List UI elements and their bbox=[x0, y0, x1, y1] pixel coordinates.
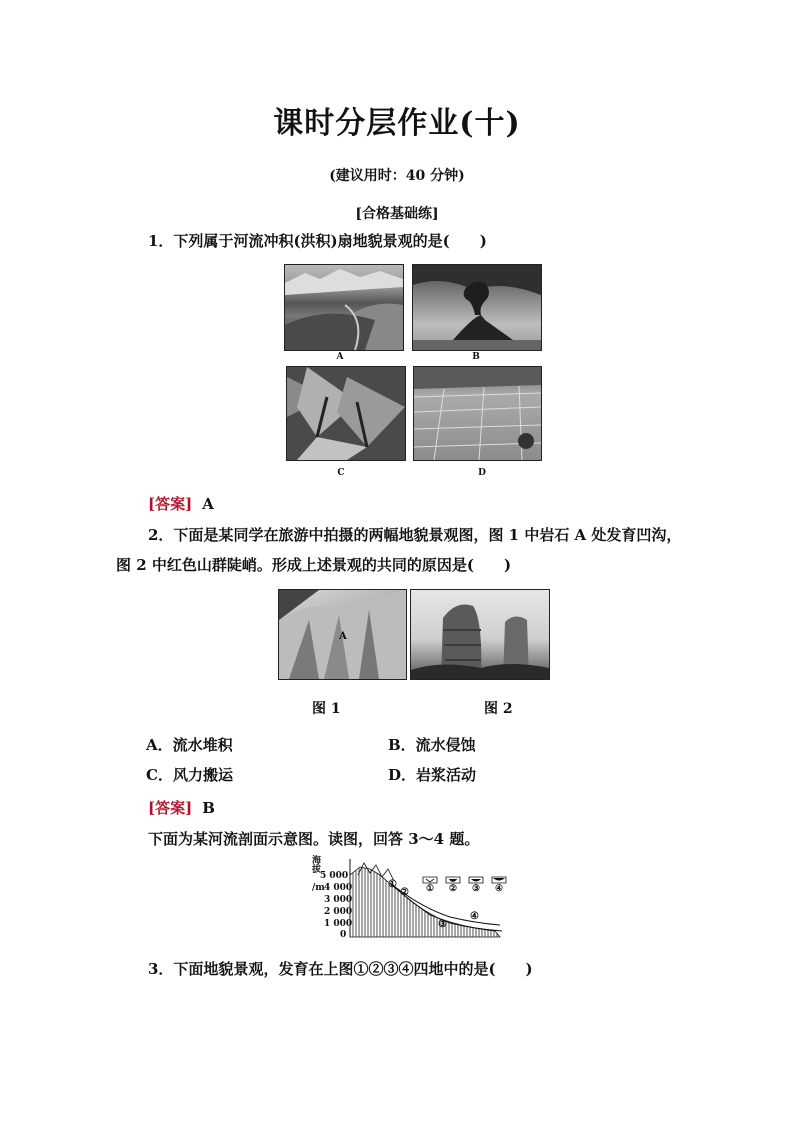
section-heading: [合格基础练] bbox=[355, 206, 439, 222]
answer-tag: [答案] bbox=[148, 799, 193, 817]
option-b: B．流水侵蚀 bbox=[388, 736, 476, 754]
photo-plain-fields bbox=[413, 366, 542, 461]
figure-2-caption: 图 2 bbox=[484, 701, 513, 717]
photo-alluvial-fan bbox=[284, 264, 404, 351]
photo-eroded-ridges bbox=[286, 366, 406, 461]
question-3: 3．下面地貌景观，发育在上图①②③④四地中的是( ) bbox=[148, 960, 533, 978]
answer-2 bbox=[148, 797, 215, 818]
y-tick: 3 000 bbox=[324, 895, 353, 905]
option-d: D．岩浆活动 bbox=[388, 766, 477, 784]
question-1: 1．下列属于河流冲积(洪积)扇地貌景观的是( ) bbox=[148, 232, 487, 250]
figure-2-photo bbox=[410, 589, 550, 680]
page-title: 课时分层作业(十) bbox=[273, 106, 521, 141]
photo-label-a: A bbox=[336, 352, 344, 362]
option-c: C．风力搬运 bbox=[146, 766, 233, 784]
question-2-line-1: 2．下面是某同学在旅游中拍摄的两幅地貌景观图，图 1 中岩石 A 处发育凹沟， bbox=[148, 526, 682, 544]
terrain-profile bbox=[350, 867, 500, 937]
section-label-4: ④ bbox=[495, 884, 504, 894]
location-marker-2: ② bbox=[400, 887, 409, 898]
section-label-1: ① bbox=[426, 884, 435, 894]
y-tick: 1 000 bbox=[324, 919, 353, 929]
answer-1 bbox=[148, 493, 214, 514]
y-tick: 0 bbox=[340, 930, 347, 940]
photo-mushroom-rock bbox=[412, 264, 542, 351]
y-tick: 5 000 bbox=[320, 871, 349, 881]
y-axis-label: 海 拔 bbox=[312, 856, 322, 875]
figure-1-photo bbox=[278, 589, 407, 680]
answer-value: B bbox=[202, 799, 215, 817]
river-profile-diagram bbox=[310, 857, 520, 943]
answer-tag: [答案] bbox=[148, 495, 193, 513]
suggested-time: (建议用时：40 分钟) bbox=[329, 168, 465, 184]
location-marker-4: ④ bbox=[470, 911, 479, 922]
location-marker-3: ③ bbox=[438, 919, 447, 930]
photo-label-c: C bbox=[337, 468, 345, 478]
intro-questions-3-4: 下面为某河流剖面示意图。读图，回答 3～4 题。 bbox=[148, 830, 480, 848]
photo-label-d: D bbox=[478, 468, 486, 478]
section-label-3: ③ bbox=[472, 884, 481, 894]
y-tick: 4 000 bbox=[324, 883, 353, 893]
section-label-2: ② bbox=[449, 884, 458, 894]
y-axis-unit: /m bbox=[312, 883, 325, 893]
location-marker-1: ① bbox=[388, 879, 397, 890]
figure-1-marker-a: A bbox=[339, 631, 347, 642]
answer-value: A bbox=[202, 495, 214, 513]
photo-label-b: B bbox=[472, 352, 480, 362]
figure-1-caption: 图 1 bbox=[312, 701, 341, 717]
option-a: A．流水堆积 bbox=[146, 736, 233, 754]
question-2-line-2: 图 2 中红色山群陡峭。形成上述景观的共同的原因是( ) bbox=[116, 556, 512, 574]
y-tick: 2 000 bbox=[324, 907, 353, 917]
